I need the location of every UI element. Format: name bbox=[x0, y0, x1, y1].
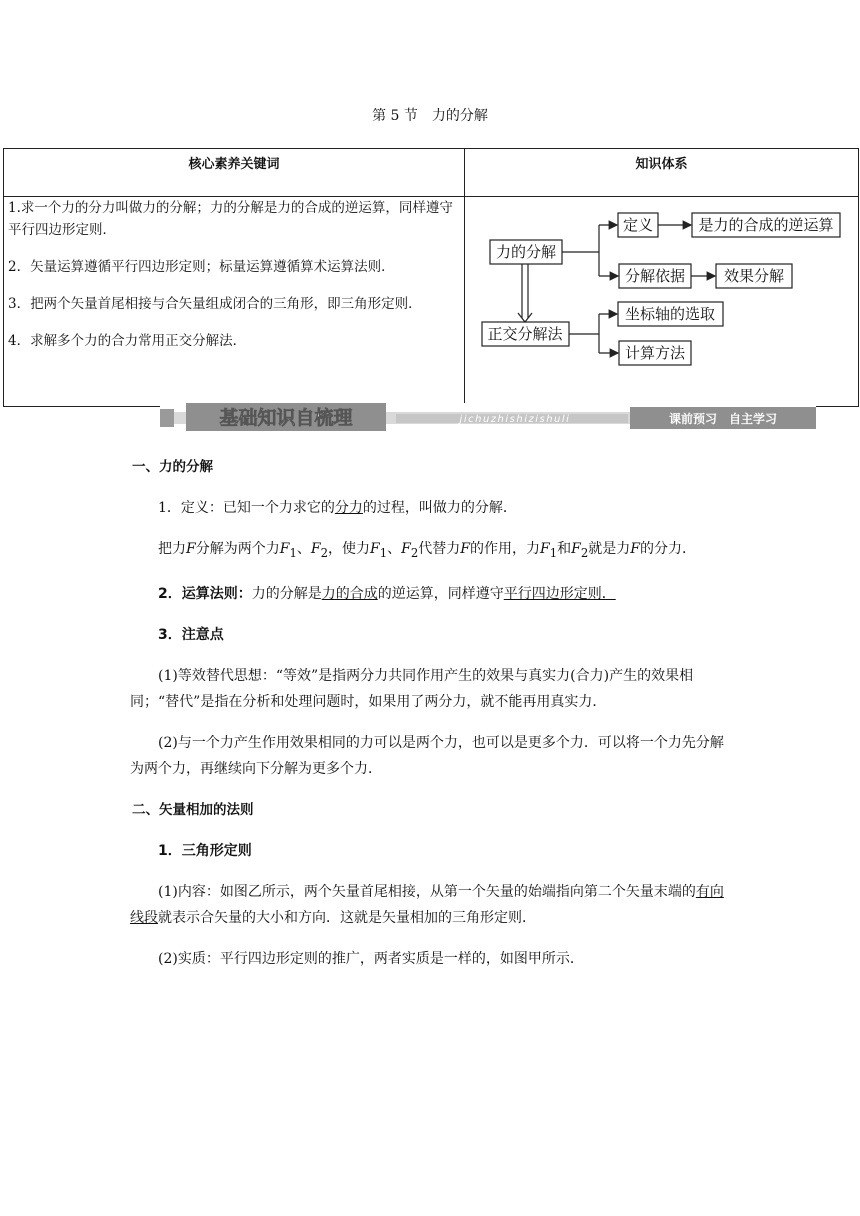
definition-paragraph: 1．定义：已知一个力求它的分力的过程，叫做力的分解． bbox=[158, 500, 517, 516]
blank-hecheng: 力的合成 bbox=[321, 585, 378, 602]
triangle-essence: (2)实质：平行四边形定则的推广，两者实质是一样的，如图甲所示． bbox=[158, 950, 584, 967]
notes-title: 3．注意点 bbox=[158, 626, 224, 643]
knowledge-diagram bbox=[465, 197, 858, 402]
label-calc: 计算方法 bbox=[624, 344, 686, 362]
knowledge-cell bbox=[465, 197, 859, 407]
keyword-3: 3．把两个矢量首尾相接与合矢量组成闭合的三角形，即三角形定则． bbox=[8, 296, 422, 312]
keywords-cell bbox=[4, 197, 465, 407]
page-title: 第 5 节 力的分解 bbox=[372, 108, 488, 124]
knowledge-header: 知识体系 bbox=[465, 149, 859, 197]
banner-pinyin: jichuzhishizishuli bbox=[459, 414, 571, 425]
blank-youxiang: 有向线段 bbox=[130, 883, 724, 926]
summary-table bbox=[3, 148, 859, 407]
blank-fenli: 分力 bbox=[334, 500, 363, 516]
banner-title: 基础知识自梳理 bbox=[219, 407, 353, 429]
label-orthogonal: 正交分解法 bbox=[487, 325, 563, 343]
note-2: (2)与一个力产生作用效果相同的力可以是两个力，也可以是更多个力．可以将一个力先分解为两个力，再继续向下分解为更多个力． bbox=[130, 734, 724, 777]
content-body bbox=[130, 454, 735, 987]
triangle-content: (1)内容：如图乙所示，两个矢量首尾相接，从第一个矢量的始端指向第二个矢量末端的有向线段就表示合矢量的大小和方向．这就是矢量相加的三角形定则． bbox=[130, 883, 724, 926]
split-paragraph: 把力F分解为两个力$F_1$、$F_2$，使力$F_1$、$F_2$代替力F的作用，力$F_1$和$F_2$就是力F的分力． bbox=[158, 541, 696, 560]
label-definition-result: 是力的合成的逆运算 bbox=[698, 216, 834, 234]
section-2-title: 二、矢量相加的法则 bbox=[132, 801, 254, 818]
label-axis: 坐标轴的选取 bbox=[624, 305, 716, 323]
label-definition: 定义 bbox=[622, 216, 654, 234]
keyword-2: 2．矢量运算遵循平行四边形定则；标量运算遵循算术运算法则． bbox=[8, 259, 395, 275]
label-basis: 分解依据 bbox=[624, 267, 686, 285]
triangle-rule-title: 1．三角形定则 bbox=[158, 842, 252, 859]
keywords-header: 核心素养关键词 bbox=[4, 149, 465, 197]
section-banner bbox=[160, 403, 816, 431]
rule-paragraph: 2．运算法则：力的分解是力的合成的逆运算，同样遵守平行四边形定则． bbox=[158, 585, 616, 602]
banner-right-text: 课前预习 自主学习 bbox=[668, 412, 778, 426]
label-basis-result: 效果分解 bbox=[723, 267, 785, 285]
note-1: (1)等效替代思想：“等效”是指两分力共同作用产生的效果与真实力(合力)产生的效果相同；“替代”是指在分析和处理问题时，如果用了两分力，就不能再用真实力． bbox=[130, 667, 694, 710]
label-root: 力的分解 bbox=[495, 243, 557, 261]
keyword-1: 1.求一个力的分力叫做力的分解；力的分解是力的合成的逆运算，同样遵守平行四边形定则． bbox=[8, 200, 453, 238]
blank-pingxing: 平行四边形定则． bbox=[503, 585, 616, 602]
keyword-4: 4．求解多个力的合力常用正交分解法． bbox=[8, 333, 247, 349]
section-1-title: 一、力的分解 bbox=[132, 459, 213, 475]
